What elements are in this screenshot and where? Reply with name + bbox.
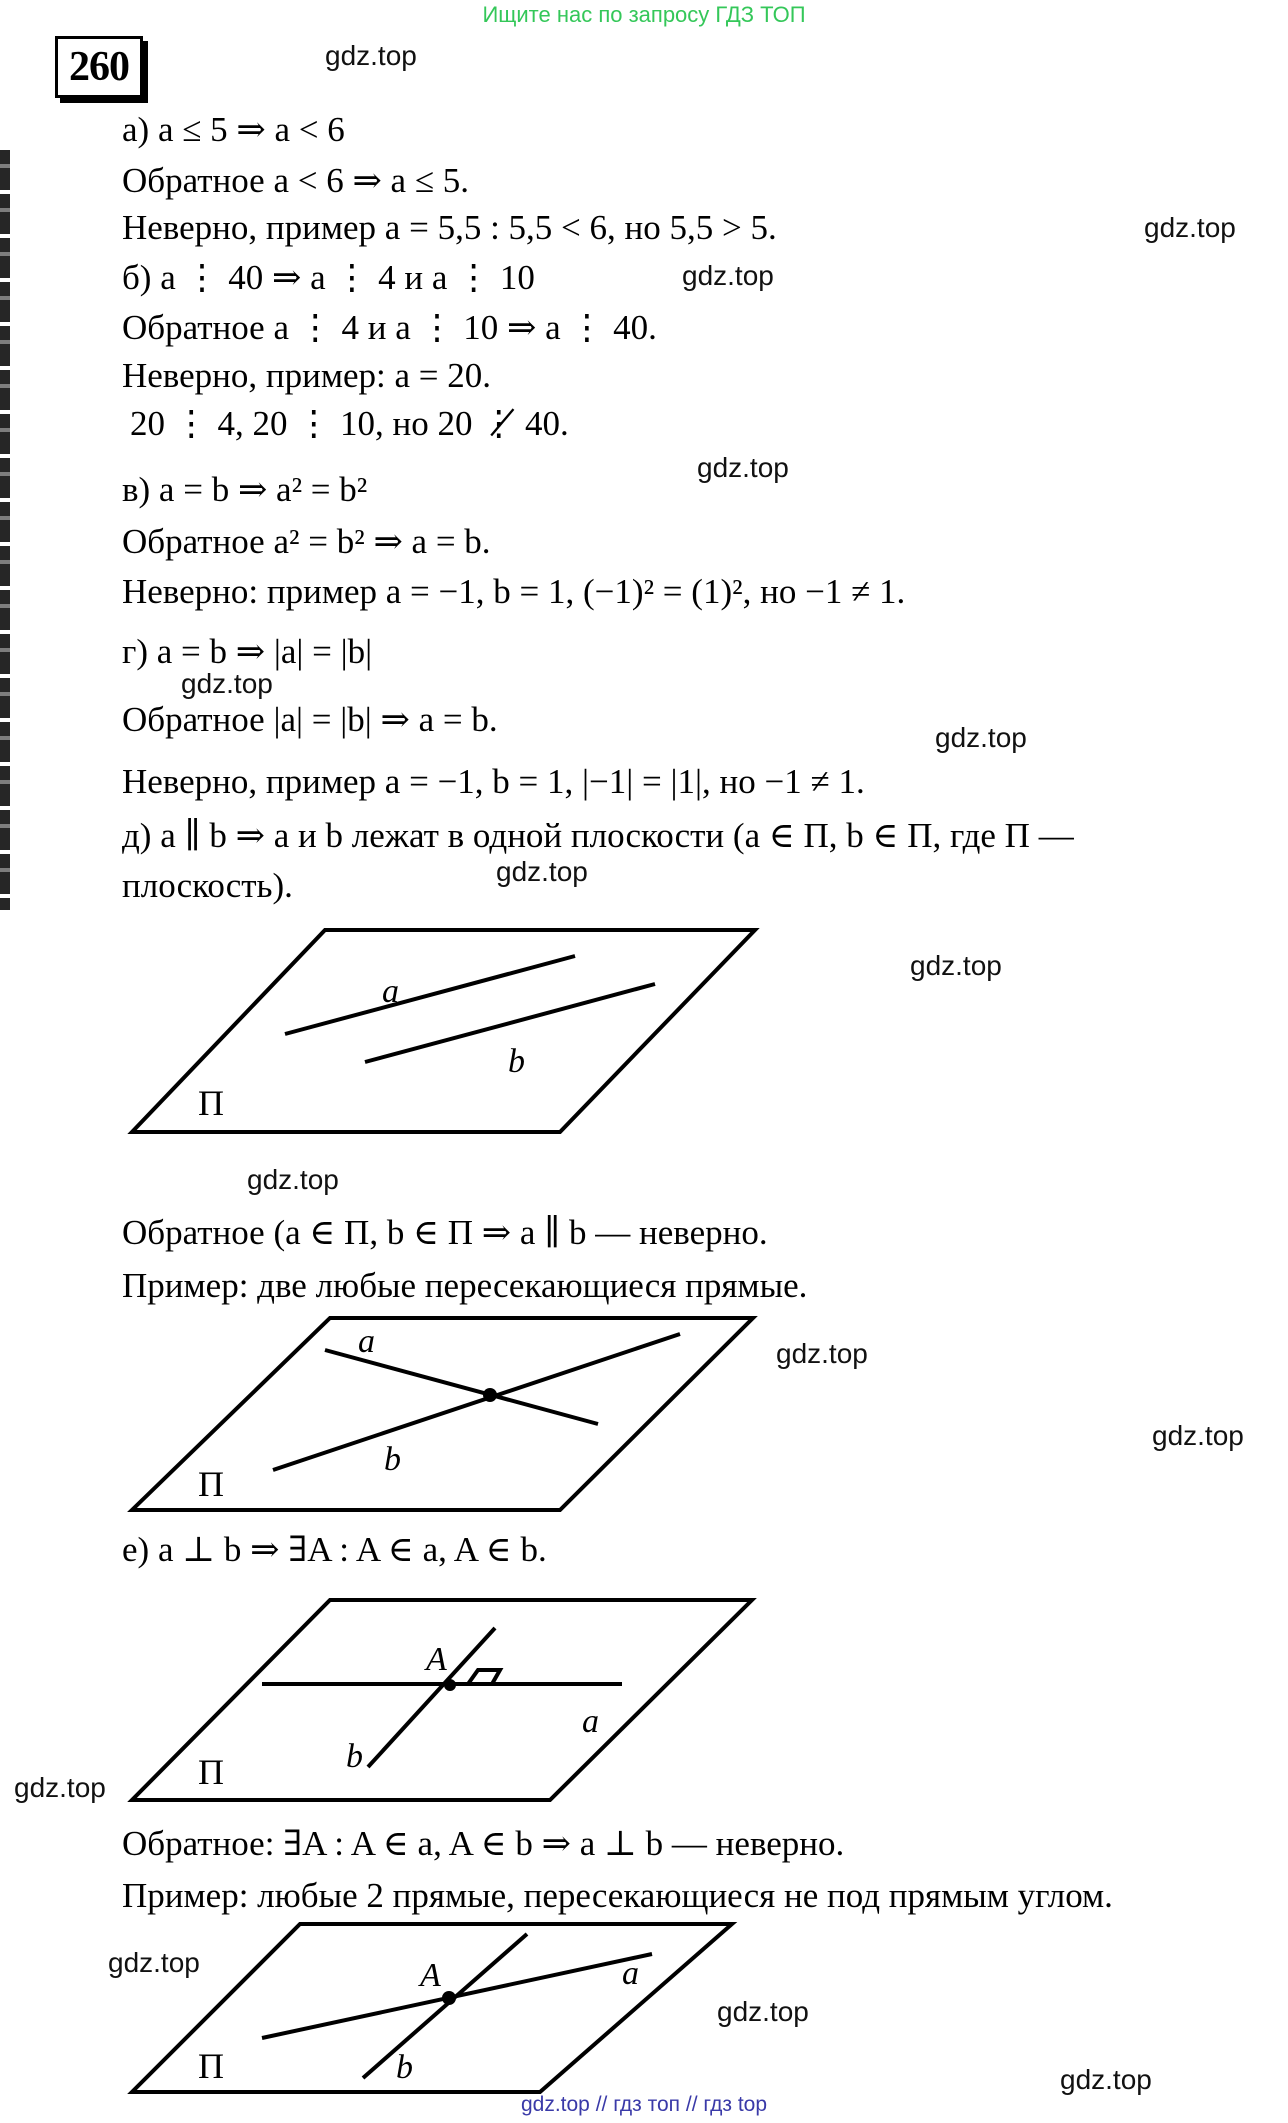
- point-A: [442, 1991, 456, 2005]
- point-A: [444, 1679, 456, 1691]
- figure-oblique-lines: [120, 1920, 770, 2100]
- watermark: gdz.top: [682, 260, 774, 291]
- scan-edge-artifact: [0, 150, 10, 910]
- watermark: gdz.top: [776, 1338, 868, 1369]
- figure-perpendicular-lines: [120, 1592, 770, 1810]
- text-line: а) a ≤ 5 ⇒ a < 6: [122, 110, 345, 149]
- label-a: a: [582, 1703, 599, 1740]
- watermark: gdz.top: [717, 1996, 809, 2027]
- watermark: gdz.top: [14, 1772, 106, 1803]
- text-line: е) a ⊥ b ⇒ ∃A : A ∈ a, A ∈ b.: [122, 1530, 547, 1569]
- label-plane: П: [198, 1752, 224, 1792]
- top-banner[interactable]: Ищите нас по запросу ГДЗ ТОП: [482, 2, 806, 27]
- watermark: gdz.top: [325, 40, 417, 71]
- text-line: в) a = b ⇒ a² = b²: [122, 470, 368, 509]
- right-angle-mark: [468, 1670, 500, 1684]
- intersection-point: [483, 1388, 497, 1402]
- label-b: b: [346, 1738, 363, 1775]
- plane-outline: [132, 930, 755, 1132]
- label-plane: П: [198, 1083, 224, 1123]
- text-line: Неверно, пример a = 5,5 : 5,5 < 6, но 5,5 > 5.: [122, 208, 777, 247]
- label-b: b: [508, 1043, 525, 1080]
- watermark: gdz.top: [181, 668, 273, 699]
- text-line: Обратное a ⋮ 4 и a ⋮ 10 ⇒ a ⋮ 40.: [122, 308, 657, 347]
- bottom-banner[interactable]: gdz.top // гдз топ // гдз top: [520, 2093, 768, 2116]
- line-b: [363, 1934, 527, 2078]
- text-line: Пример: любые 2 прямые, пересекающиеся не под прямым углом.: [122, 1876, 1113, 1915]
- text-line: Обратное (a ∈ П, b ∈ П ⇒ a ∥ b — неверно.: [122, 1213, 768, 1252]
- line-a: [285, 956, 575, 1034]
- text-line: Пример: две любые пересекающиеся прямые.: [122, 1266, 808, 1305]
- label-point-A: A: [420, 1957, 441, 1994]
- figure-parallel-lines: [120, 922, 770, 1142]
- text-line: б) a ⋮ 40 ⇒ a ⋮ 4 и a ⋮ 10: [122, 258, 535, 297]
- label-b: b: [384, 1441, 401, 1478]
- label-b: b: [396, 2049, 413, 2086]
- label-plane: П: [198, 2046, 224, 2086]
- label-a: a: [622, 1955, 639, 1992]
- watermark: gdz.top: [697, 452, 789, 483]
- line-a: [325, 1350, 598, 1424]
- watermark: gdz.top: [496, 856, 588, 887]
- watermark: gdz.top: [1144, 212, 1236, 243]
- text-line: 20 ⋮ 4, 20 ⋮ 10, но 20 ⋮̸ 40.: [130, 404, 569, 443]
- label-a: a: [358, 1323, 375, 1360]
- text-line: Обратное a² = b² ⇒ a = b.: [122, 522, 491, 561]
- watermark: gdz.top: [108, 1947, 200, 1978]
- watermark: gdz.top: [1152, 1420, 1244, 1451]
- figure-intersecting-lines: [120, 1310, 770, 1520]
- text-line: Обратное: ∃A : A ∈ a, A ∈ b ⇒ a ⊥ b — неверно.: [122, 1824, 845, 1863]
- problem-number: 260: [55, 36, 143, 98]
- text-line: Обратное a < 6 ⇒ a ≤ 5.: [122, 161, 470, 200]
- text-line: д) a ∥ b ⇒ a и b лежат в одной плоскости (a ∈ П, b ∈ П, где П —: [122, 816, 1074, 855]
- label-point-A: A: [426, 1641, 447, 1678]
- text-line: г) a = b ⇒ |a| = |b|: [122, 632, 373, 671]
- watermark: gdz.top: [910, 950, 1002, 981]
- text-line: плоскость).: [122, 866, 293, 905]
- text-line: Неверно: пример a = −1, b = 1, (−1)² = (1)², но −1 ≠ 1.: [122, 572, 906, 611]
- plane-outline: [132, 1600, 752, 1800]
- label-a: a: [382, 973, 399, 1010]
- watermark: gdz.top: [247, 1164, 339, 1195]
- watermark: gdz.top: [1060, 2064, 1152, 2095]
- label-plane: П: [198, 1464, 224, 1504]
- watermark: gdz.top: [935, 722, 1027, 753]
- text-line: Обратное |a| = |b| ⇒ a = b.: [122, 700, 498, 739]
- text-line: Неверно, пример a = −1, b = 1, |−1| = |1|, но −1 ≠ 1.: [122, 762, 865, 801]
- text-line: Неверно, пример: a = 20.: [122, 356, 492, 395]
